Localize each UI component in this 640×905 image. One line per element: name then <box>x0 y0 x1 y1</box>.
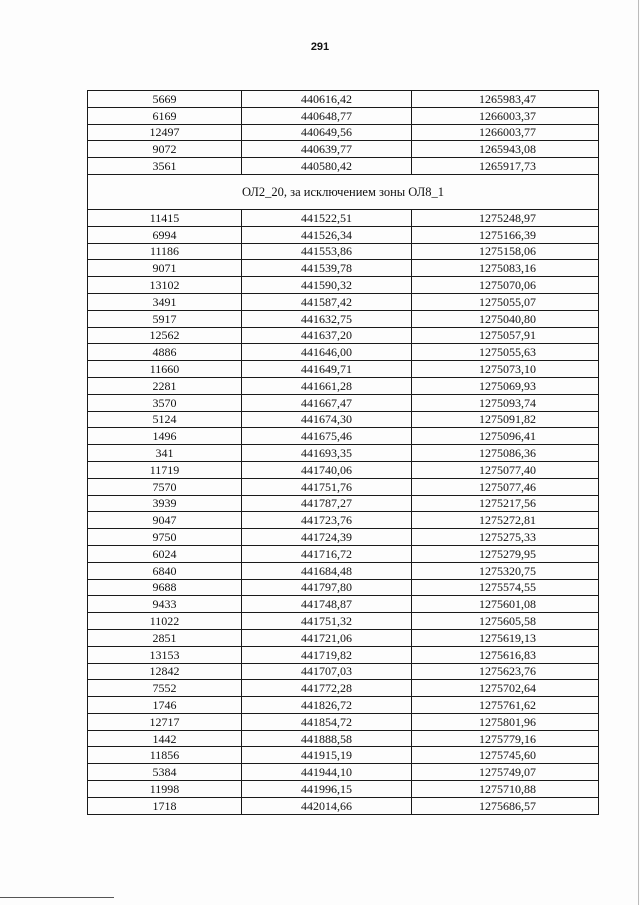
x-coordinate-cell: 441637,20 <box>242 327 412 344</box>
x-coordinate-cell: 441915,19 <box>242 747 412 764</box>
x-coordinate-cell: 440648,77 <box>242 107 412 124</box>
table-row <box>88 764 599 781</box>
point-number-cell: 9072 <box>88 141 242 158</box>
x-coordinate-cell: 441693,35 <box>242 445 412 462</box>
x-coordinate-cell: 440580,42 <box>242 158 412 175</box>
x-coordinate-cell: 441707,03 <box>242 663 412 680</box>
y-coordinate-cell: 1275096,41 <box>412 428 599 445</box>
point-number-cell: 12562 <box>88 327 242 344</box>
y-coordinate-cell: 1275086,36 <box>412 445 599 462</box>
y-coordinate-cell: 1275091,82 <box>412 411 599 428</box>
y-coordinate-cell: 1275077,46 <box>412 478 599 495</box>
point-number-cell: 9071 <box>88 260 242 277</box>
x-coordinate-cell: 441526,34 <box>242 226 412 243</box>
y-coordinate-cell: 1265917,73 <box>412 158 599 175</box>
point-number-cell: 2281 <box>88 377 242 394</box>
point-number-cell: 9750 <box>88 529 242 546</box>
point-number-cell: 11660 <box>88 361 242 378</box>
y-coordinate-cell: 1275073,10 <box>412 361 599 378</box>
point-number-cell: 3491 <box>88 293 242 310</box>
y-coordinate-cell: 1275055,07 <box>412 293 599 310</box>
y-coordinate-cell: 1275166,39 <box>412 226 599 243</box>
point-number-cell: 6840 <box>88 562 242 579</box>
x-coordinate-cell: 441996,15 <box>242 781 412 798</box>
point-number-cell: 11998 <box>88 781 242 798</box>
x-coordinate-cell: 441787,27 <box>242 495 412 512</box>
x-coordinate-cell: 441751,76 <box>242 478 412 495</box>
x-coordinate-cell: 441674,30 <box>242 411 412 428</box>
table-row <box>88 107 599 124</box>
point-number-cell: 11415 <box>88 209 242 226</box>
section-title: ОЛ2_20, за исключением зоны ОЛ8_1 <box>88 174 599 209</box>
point-number-cell: 12717 <box>88 713 242 730</box>
table-row <box>88 344 599 361</box>
point-number-cell: 11022 <box>88 613 242 630</box>
point-number-cell: 13153 <box>88 646 242 663</box>
y-coordinate-cell: 1275217,56 <box>412 495 599 512</box>
x-coordinate-cell: 442014,66 <box>242 797 412 814</box>
point-number-cell: 12497 <box>88 124 242 141</box>
y-coordinate-cell: 1275057,91 <box>412 327 599 344</box>
y-coordinate-cell: 1275055,63 <box>412 344 599 361</box>
y-coordinate-cell: 1275686,57 <box>412 797 599 814</box>
point-number-cell: 7552 <box>88 680 242 697</box>
x-coordinate-cell: 441632,75 <box>242 310 412 327</box>
y-coordinate-cell: 1275040,80 <box>412 310 599 327</box>
x-coordinate-cell: 440649,56 <box>242 124 412 141</box>
page-number: 291 <box>310 41 330 53</box>
point-number-cell: 11856 <box>88 747 242 764</box>
table-row <box>88 411 599 428</box>
y-coordinate-cell: 1275619,13 <box>412 629 599 646</box>
point-number-cell: 7570 <box>88 478 242 495</box>
table-row <box>88 226 599 243</box>
y-coordinate-cell: 1275761,62 <box>412 697 599 714</box>
scan-artifact-line <box>0 897 114 898</box>
table-row <box>88 260 599 277</box>
point-number-cell: 1442 <box>88 730 242 747</box>
table-row <box>88 596 599 613</box>
y-coordinate-cell: 1275702,64 <box>412 680 599 697</box>
table-row <box>88 209 599 226</box>
table-row <box>88 428 599 445</box>
table-row <box>88 579 599 596</box>
y-coordinate-cell: 1275070,06 <box>412 277 599 294</box>
table-section <box>88 174 599 209</box>
x-coordinate-cell: 441724,39 <box>242 529 412 546</box>
x-coordinate-cell: 441661,28 <box>242 377 412 394</box>
x-coordinate-cell: 441539,78 <box>242 260 412 277</box>
table-row <box>88 141 599 158</box>
y-coordinate-cell: 1275623,76 <box>412 663 599 680</box>
x-coordinate-cell: 441797,80 <box>242 579 412 596</box>
y-coordinate-cell: 1266003,77 <box>412 124 599 141</box>
point-number-cell: 12842 <box>88 663 242 680</box>
y-coordinate-cell: 1265983,47 <box>412 91 599 108</box>
table-row <box>88 377 599 394</box>
table-row <box>88 445 599 462</box>
x-coordinate-cell: 441854,72 <box>242 713 412 730</box>
x-coordinate-cell: 441723,76 <box>242 512 412 529</box>
point-number-cell: 9433 <box>88 596 242 613</box>
x-coordinate-cell: 441751,32 <box>242 613 412 630</box>
table-row <box>88 91 599 108</box>
point-number-cell: 6024 <box>88 545 242 562</box>
point-number-cell: 5669 <box>88 91 242 108</box>
x-coordinate-cell: 440616,42 <box>242 91 412 108</box>
y-coordinate-cell: 1275605,58 <box>412 613 599 630</box>
y-coordinate-cell: 1275158,06 <box>412 243 599 260</box>
table-row <box>88 680 599 697</box>
table-row <box>88 495 599 512</box>
table-row <box>88 730 599 747</box>
point-number-cell: 5917 <box>88 310 242 327</box>
table-row <box>88 243 599 260</box>
x-coordinate-cell: 441646,00 <box>242 344 412 361</box>
table-row <box>88 158 599 175</box>
x-coordinate-cell: 441716,72 <box>242 545 412 562</box>
table-row <box>88 697 599 714</box>
section-header-row <box>88 174 599 209</box>
table-body-top <box>88 91 599 175</box>
table-row <box>88 629 599 646</box>
y-coordinate-cell: 1275083,16 <box>412 260 599 277</box>
point-number-cell: 11186 <box>88 243 242 260</box>
y-coordinate-cell: 1275093,74 <box>412 394 599 411</box>
y-coordinate-cell: 1275069,93 <box>412 377 599 394</box>
table-row <box>88 781 599 798</box>
x-coordinate-cell: 441740,06 <box>242 461 412 478</box>
point-number-cell: 3561 <box>88 158 242 175</box>
point-number-cell: 341 <box>88 445 242 462</box>
point-number-cell: 11719 <box>88 461 242 478</box>
x-coordinate-cell: 441684,48 <box>242 562 412 579</box>
y-coordinate-cell: 1275248,97 <box>412 209 599 226</box>
x-coordinate-cell: 441522,51 <box>242 209 412 226</box>
x-coordinate-cell: 441675,46 <box>242 428 412 445</box>
table-row <box>88 545 599 562</box>
y-coordinate-cell: 1275574,55 <box>412 579 599 596</box>
table-row <box>88 713 599 730</box>
page-edge <box>638 0 639 905</box>
y-coordinate-cell: 1275779,16 <box>412 730 599 747</box>
y-coordinate-cell: 1275279,95 <box>412 545 599 562</box>
table-row <box>88 461 599 478</box>
x-coordinate-cell: 441590,32 <box>242 277 412 294</box>
point-number-cell: 13102 <box>88 277 242 294</box>
table-row <box>88 529 599 546</box>
coordinates-table <box>87 90 599 815</box>
y-coordinate-cell: 1275272,81 <box>412 512 599 529</box>
x-coordinate-cell: 441721,06 <box>242 629 412 646</box>
table-row <box>88 797 599 814</box>
point-number-cell: 6994 <box>88 226 242 243</box>
y-coordinate-cell: 1275749,07 <box>412 764 599 781</box>
x-coordinate-cell: 441826,72 <box>242 697 412 714</box>
table-row <box>88 124 599 141</box>
y-coordinate-cell: 1275745,60 <box>412 747 599 764</box>
x-coordinate-cell: 441553,86 <box>242 243 412 260</box>
point-number-cell: 1496 <box>88 428 242 445</box>
table-row <box>88 646 599 663</box>
point-number-cell: 5384 <box>88 764 242 781</box>
point-number-cell: 3939 <box>88 495 242 512</box>
point-number-cell: 3570 <box>88 394 242 411</box>
point-number-cell: 1718 <box>88 797 242 814</box>
x-coordinate-cell: 441719,82 <box>242 646 412 663</box>
x-coordinate-cell: 441772,28 <box>242 680 412 697</box>
table-row <box>88 562 599 579</box>
table-row <box>88 277 599 294</box>
table-row <box>88 663 599 680</box>
y-coordinate-cell: 1265943,08 <box>412 141 599 158</box>
table-row <box>88 293 599 310</box>
point-number-cell: 9688 <box>88 579 242 596</box>
point-number-cell: 4886 <box>88 344 242 361</box>
table-body-bottom <box>88 209 599 814</box>
y-coordinate-cell: 1275077,40 <box>412 461 599 478</box>
table-row <box>88 613 599 630</box>
y-coordinate-cell: 1266003,37 <box>412 107 599 124</box>
x-coordinate-cell: 441944,10 <box>242 764 412 781</box>
y-coordinate-cell: 1275601,08 <box>412 596 599 613</box>
point-number-cell: 2851 <box>88 629 242 646</box>
table-row <box>88 747 599 764</box>
table-row <box>88 310 599 327</box>
y-coordinate-cell: 1275320,75 <box>412 562 599 579</box>
y-coordinate-cell: 1275616,83 <box>412 646 599 663</box>
table-row <box>88 327 599 344</box>
table-row <box>88 361 599 378</box>
table-row <box>88 512 599 529</box>
x-coordinate-cell: 441667,47 <box>242 394 412 411</box>
y-coordinate-cell: 1275801,96 <box>412 713 599 730</box>
point-number-cell: 9047 <box>88 512 242 529</box>
x-coordinate-cell: 441587,42 <box>242 293 412 310</box>
x-coordinate-cell: 441888,58 <box>242 730 412 747</box>
point-number-cell: 6169 <box>88 107 242 124</box>
x-coordinate-cell: 440639,77 <box>242 141 412 158</box>
table-row <box>88 394 599 411</box>
y-coordinate-cell: 1275275,33 <box>412 529 599 546</box>
table-row <box>88 478 599 495</box>
x-coordinate-cell: 441649,71 <box>242 361 412 378</box>
x-coordinate-cell: 441748,87 <box>242 596 412 613</box>
point-number-cell: 1746 <box>88 697 242 714</box>
y-coordinate-cell: 1275710,88 <box>412 781 599 798</box>
point-number-cell: 5124 <box>88 411 242 428</box>
